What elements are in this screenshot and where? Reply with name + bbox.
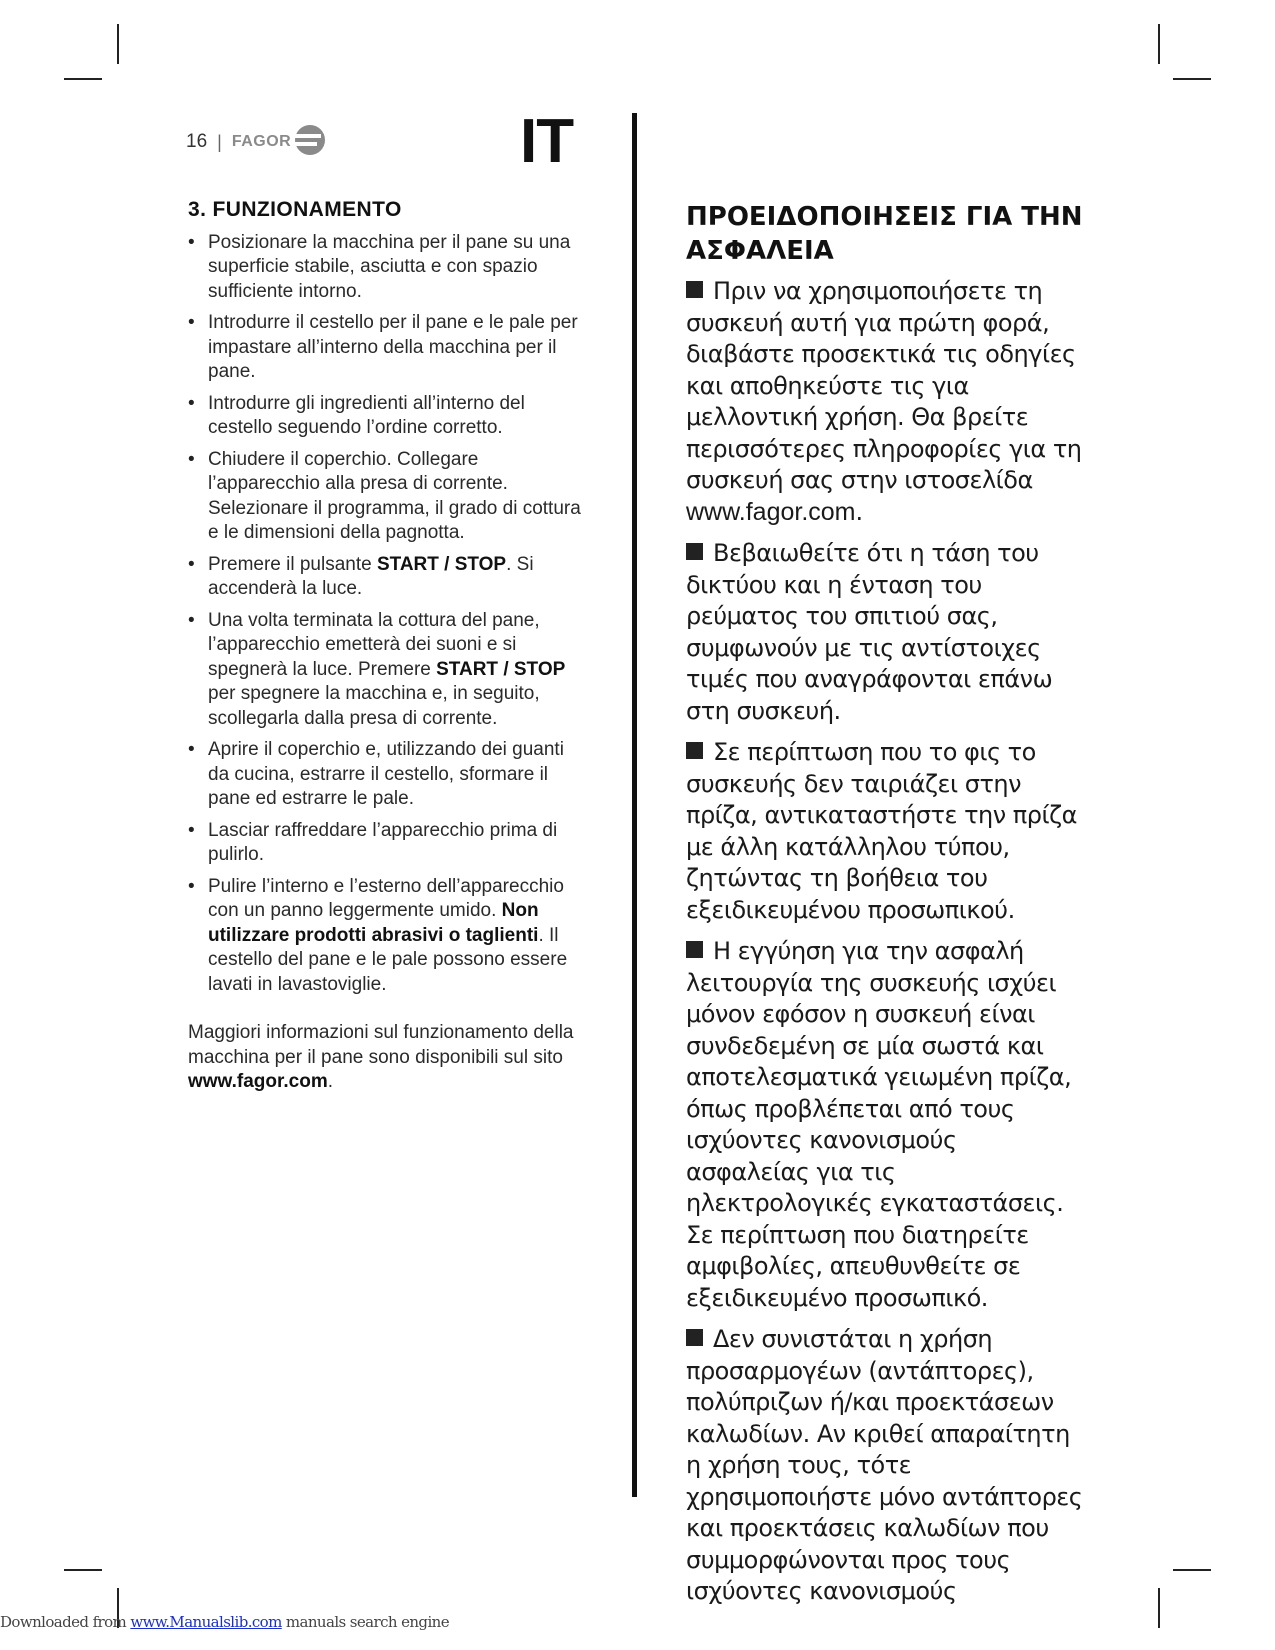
brand-name: FAGOR	[231, 133, 292, 150]
list-item-text: Una volta terminata la cottura del pane, l’apparecchio emetterà dei suoni e si spegnerà la luce. Premere	[208, 609, 540, 680]
safety-paragraph	[686, 936, 1086, 1314]
section-heading: 3. FUNZIONAMENTO	[188, 198, 402, 221]
language-code: IT	[520, 107, 574, 176]
start-stop-label: START / STOP	[436, 658, 566, 680]
list-item	[188, 875, 588, 998]
list-item: • Posizionare la macchina per il pane su una superficie stabile, asciutta e con spazio sufficiente intorno.	[188, 231, 588, 305]
paragraph-text: Πριν να χρησιμοποιήσετε τη συσκευή αυτή για πρώτη φορά, διαβάστε προσεκτικά τις οδηγίες και αποθηκεύστε τις για μελλοντική χρήση. Θα βρείτε περισσότερες πληροφορίες για τη συσκευή σας στην ιστοσελίδα	[686, 277, 1082, 494]
square-bullet-icon	[686, 543, 703, 560]
crop-mark	[64, 1569, 102, 1571]
footer-suffix: manuals search engine	[281, 1613, 449, 1631]
safety-paragraph	[686, 538, 1086, 727]
list-item-text: . Il cestello del pane e le pale possono essere lavati in lavastoviglie.	[208, 924, 568, 995]
page-number: 16	[186, 131, 208, 152]
list-item-text: per spegnere la macchina e, in seguito, scollegarla dalla presa di corrente.	[208, 683, 540, 729]
list-item: • Introdurre il cestello per il pane e le pale per impastare all’interno della macchina per il pane.	[188, 311, 588, 385]
crop-mark	[1158, 24, 1160, 64]
paragraph-text: Η εγγύηση για την ασφαλή λειτουργία της συσκευής ισχύει μόνον εφόσον η συσκευή είναι συνδεδεμένη σε μία σωστά και αποτελεσματικά γειωμένη πρίζα, όπως προβλέπεται από τους ισχύοντες κανονισμούς ασφαλείας για τις ηλεκτρολογικές εγκαταστάσεις. Σε περίπτωση που διατηρείτε αμφιβολίες, απευθυνθείτε σε εξειδικευμένο προσωπικό.	[686, 937, 1072, 1312]
list-item: • Chiudere il coperchio. Collegare l’apparecchio alla presa di corrente. Selezionare il programma, il grado di cottura e le dimensioni della pagnotta.	[188, 448, 588, 546]
crop-mark	[1173, 78, 1211, 80]
list-item-text: . Si accenderà la luce.	[208, 553, 534, 599]
square-bullet-icon	[686, 941, 703, 958]
paragraph-text: Σε περίπτωση που το φις το συσκευής δεν ταιριάζει στην πρίζα, αντικαταστήστε την πρίζα με άλλη κατάλληλου τύπου, ζητώντας τη βοήθεια του εξειδικευμένου προσωπικού.	[686, 738, 1077, 924]
instruction-list	[188, 231, 588, 998]
square-bullet-icon	[686, 742, 703, 759]
download-footer	[0, 1613, 449, 1631]
header-separator: |	[217, 131, 222, 152]
safety-heading: ΠΡΟΕΙΔΟΠΟΙΗΣΕΙΣ ΓΙΑ ΤΗΝ ΑΣΦΑΛΕΙΑ	[686, 202, 1083, 266]
footer-prefix: Downloaded from	[0, 1613, 131, 1631]
paragraph-text: Δεν συνιστάται η χρήση προσαρμογέων (αντάπτορες), πολύπριζων ή/και προεκτάσεων καλωδίων. Αν κριθεί απαραίτητη η χρήση τους, τότε χρησιμοποιήστε μόνο αντάπτορες και προεκτάσεις καλωδίων που συμμορφώνονται προς τους ισχύοντες κανονισμούς	[686, 1325, 1083, 1605]
left-column	[188, 198, 588, 1095]
list-item-text: Pulire l’interno e l’esterno dell’apparecchio con un panno leggermente umido.	[208, 875, 564, 921]
more-info-paragraph	[188, 1021, 588, 1095]
list-item: • Introdurre gli ingredienti all’interno del cestello seguendo l’ordine corretto.	[188, 392, 588, 441]
list-item	[188, 609, 588, 732]
crop-mark	[117, 24, 119, 64]
square-bullet-icon	[686, 1329, 703, 1346]
start-stop-label: START / STOP	[376, 553, 507, 575]
more-info-text: Maggiori informazioni sul funzionamento della macchina per il pane sono disponibili sul sito	[188, 1022, 574, 1068]
crop-mark	[1173, 1569, 1211, 1571]
list-item	[188, 553, 588, 602]
paragraph-text: Βεβαιωθείτε ότι η τάση του δικτύου και η ένταση του ρεύματος του σπιτιού σας, συμφωνούν με τις αντίστοιχες τιμές που αναγράφονται επάνω στη συσκευή.	[686, 539, 1053, 725]
more-info-end: .	[327, 1071, 333, 1092]
warning-text: Non utilizzare prodotti abrasivi o taglienti	[208, 900, 539, 946]
website-link: www.fagor.com	[188, 1071, 328, 1092]
manualslib-link[interactable]: www.Manualslib.com	[130, 1613, 282, 1631]
safety-paragraph	[686, 1324, 1086, 1608]
fagor-logo-icon	[293, 124, 327, 161]
website-link: www.fagor.com	[686, 497, 856, 526]
page-header	[186, 126, 327, 158]
safety-paragraph	[686, 737, 1086, 926]
list-item-text: Premere il pulsante	[208, 553, 377, 575]
list-item: • Aprire il coperchio e, utilizzando dei guanti da cucina, estrarre il cestello, sformare il pane ed estrarre le pale.	[188, 738, 588, 812]
crop-mark	[1158, 1588, 1160, 1628]
safety-paragraph	[686, 276, 1086, 528]
list-item: • Lasciar raffreddare l’apparecchio prima di pulirlo.	[188, 819, 588, 868]
square-bullet-icon	[686, 281, 703, 298]
right-column	[686, 200, 1086, 1618]
crop-mark	[64, 78, 102, 80]
paragraph-end: .	[855, 497, 863, 526]
column-divider	[632, 113, 637, 1497]
